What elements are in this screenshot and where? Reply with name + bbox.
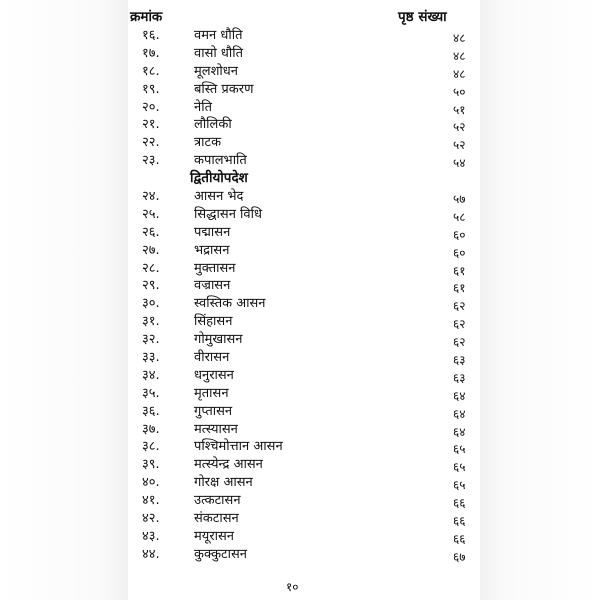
entry-page: ६६: [453, 531, 466, 546]
entry-title: लौलिकी: [194, 117, 232, 133]
entry-page: ६६: [453, 496, 466, 511]
toc-row: [0, 385, 600, 403]
entry-title: पश्चिमोत्तान आसन: [194, 439, 283, 455]
entry-page: ५७: [453, 192, 466, 207]
serial-number-header: क्रमांक: [130, 9, 163, 25]
entry-number: ३८.: [142, 439, 160, 455]
toc-row: [0, 510, 600, 528]
entry-title: आसन भेद: [194, 189, 244, 205]
toc-row: [0, 134, 600, 152]
entry-number: २६.: [142, 224, 160, 240]
entry-title: वमन धौति: [194, 28, 243, 43]
section-title: द्वितीयोपदेश: [190, 170, 248, 187]
entry-title: मत्स्येन्द्र आसन: [194, 457, 263, 473]
entry-number: ३०.: [142, 296, 160, 312]
entry-title: सिंहासन: [194, 314, 233, 330]
entry-title: वीरासन: [194, 350, 230, 366]
entry-number: २३.: [142, 153, 160, 169]
entry-number: ४३.: [142, 528, 160, 544]
entry-title: धनुरासन: [194, 367, 234, 383]
entry-page: ६७: [453, 549, 466, 564]
entry-page: ५२: [453, 138, 466, 153]
entry-number: १९.: [142, 81, 160, 97]
entry-number: २९.: [142, 278, 160, 294]
entry-number: ४४.: [142, 546, 160, 562]
toc-row: [0, 242, 600, 260]
entry-title: स्वस्तिक आसन: [194, 296, 266, 312]
entry-number: ३१.: [142, 314, 160, 330]
entry-page: ६१: [453, 263, 466, 278]
toc-row: [0, 152, 600, 170]
entry-page: ४८: [453, 66, 466, 81]
toc-row: [0, 421, 600, 439]
toc-row: [0, 277, 600, 295]
toc-row: [0, 63, 600, 81]
toc-row: [0, 45, 600, 63]
entry-title: कुक्कुटासन: [194, 546, 247, 562]
entry-title: बस्ति प्रकरण: [194, 81, 254, 97]
entry-number: १६.: [142, 28, 160, 43]
entry-page: ५०: [453, 84, 466, 99]
entry-page: ६२: [453, 317, 466, 332]
toc-row: [0, 349, 600, 367]
entry-page: ६२: [453, 335, 466, 350]
page-footer-number: १०: [286, 580, 299, 594]
entry-number: ३३.: [142, 350, 160, 366]
entry-title: संकटासन: [194, 511, 239, 527]
entry-title: मयूरासन: [194, 528, 235, 544]
toc-row: [0, 295, 600, 313]
entry-title: मत्स्यासन: [194, 421, 238, 437]
entry-number: २५.: [142, 206, 160, 222]
toc-row: [0, 313, 600, 331]
entry-number: २०.: [142, 99, 160, 115]
entry-number: २२.: [142, 135, 160, 151]
entry-title: त्राटक: [194, 135, 222, 151]
entry-title: वासो धौति: [194, 45, 244, 61]
entry-page: ४८: [453, 31, 466, 45]
toc-row: [0, 260, 600, 278]
toc-row: [0, 546, 600, 564]
entry-page: ५८: [453, 209, 466, 224]
entry-number: ३४.: [142, 367, 160, 383]
toc-row: [0, 224, 600, 242]
entry-number: ३५.: [142, 385, 160, 401]
entry-page: ६३: [453, 353, 466, 368]
entry-number: २१.: [142, 117, 160, 133]
toc-row: [0, 99, 600, 117]
entry-title: गोरक्ष आसन: [194, 475, 253, 491]
entry-number: १८.: [142, 63, 160, 79]
toc-row: [0, 81, 600, 99]
toc-row: [0, 474, 600, 492]
entry-page: ६०: [453, 245, 466, 260]
entry-page: ६६: [453, 514, 466, 529]
toc-row: [0, 367, 600, 385]
table-of-contents: [0, 27, 600, 564]
entry-number: ४२.: [142, 511, 160, 527]
toc-row: [0, 492, 600, 510]
entry-title: उत्कटासन: [194, 493, 241, 509]
toc-row: [0, 456, 600, 474]
entry-page: ६१: [453, 281, 466, 296]
entry-page: ६०: [453, 227, 466, 242]
entry-page: ५१: [453, 102, 466, 117]
entry-title: नेति: [194, 99, 212, 115]
toc-row: [0, 188, 600, 206]
entry-title: भद्रासन: [194, 242, 230, 258]
entry-number: २८.: [142, 260, 160, 276]
entry-page: ६४: [453, 406, 466, 421]
entry-title: गुप्तासन: [194, 403, 233, 419]
entry-page: ४८: [453, 48, 466, 63]
toc-row: [0, 331, 600, 349]
entry-number: ४०.: [142, 475, 160, 491]
entry-page: ६२: [453, 299, 466, 314]
entry-title: कपालभाति: [194, 153, 247, 169]
entry-number: ३२.: [142, 332, 160, 348]
entry-number: ३६.: [142, 403, 160, 419]
toc-row: [0, 116, 600, 134]
entry-page: ५४: [453, 156, 466, 171]
entry-title: मृतासन: [194, 385, 229, 401]
entry-title: मुक्तासन: [194, 260, 236, 276]
entry-number: २४.: [142, 189, 160, 205]
entry-page: ६५: [453, 478, 466, 493]
page-number-header: पृष्ठ संख्या: [398, 9, 447, 25]
toc-row: [0, 206, 600, 224]
toc-row: [0, 403, 600, 421]
entry-title: सिद्धासन विधि: [194, 206, 263, 222]
entry-number: १७.: [142, 45, 160, 61]
toc-row: [0, 27, 600, 45]
entry-page: ६५: [453, 442, 466, 457]
entry-page: ६३: [453, 370, 466, 385]
entry-title: पद्मासन: [194, 224, 231, 240]
entry-number: ३७.: [142, 421, 160, 437]
entry-title: मूलशोधन: [194, 63, 239, 79]
entry-title: गोमुखासन: [194, 332, 243, 348]
entry-number: ४१.: [142, 493, 160, 509]
entry-page: ५२: [453, 120, 466, 135]
entry-number: २७.: [142, 242, 160, 258]
entry-page: ६४: [453, 424, 466, 439]
entry-number: ३९.: [142, 457, 160, 473]
entry-title: वज्रासन: [194, 278, 231, 294]
toc-row: [0, 438, 600, 456]
toc-row: [0, 528, 600, 546]
section-heading: [0, 170, 600, 188]
entry-page: ६४: [453, 388, 466, 403]
entry-page: ६५: [453, 460, 466, 475]
